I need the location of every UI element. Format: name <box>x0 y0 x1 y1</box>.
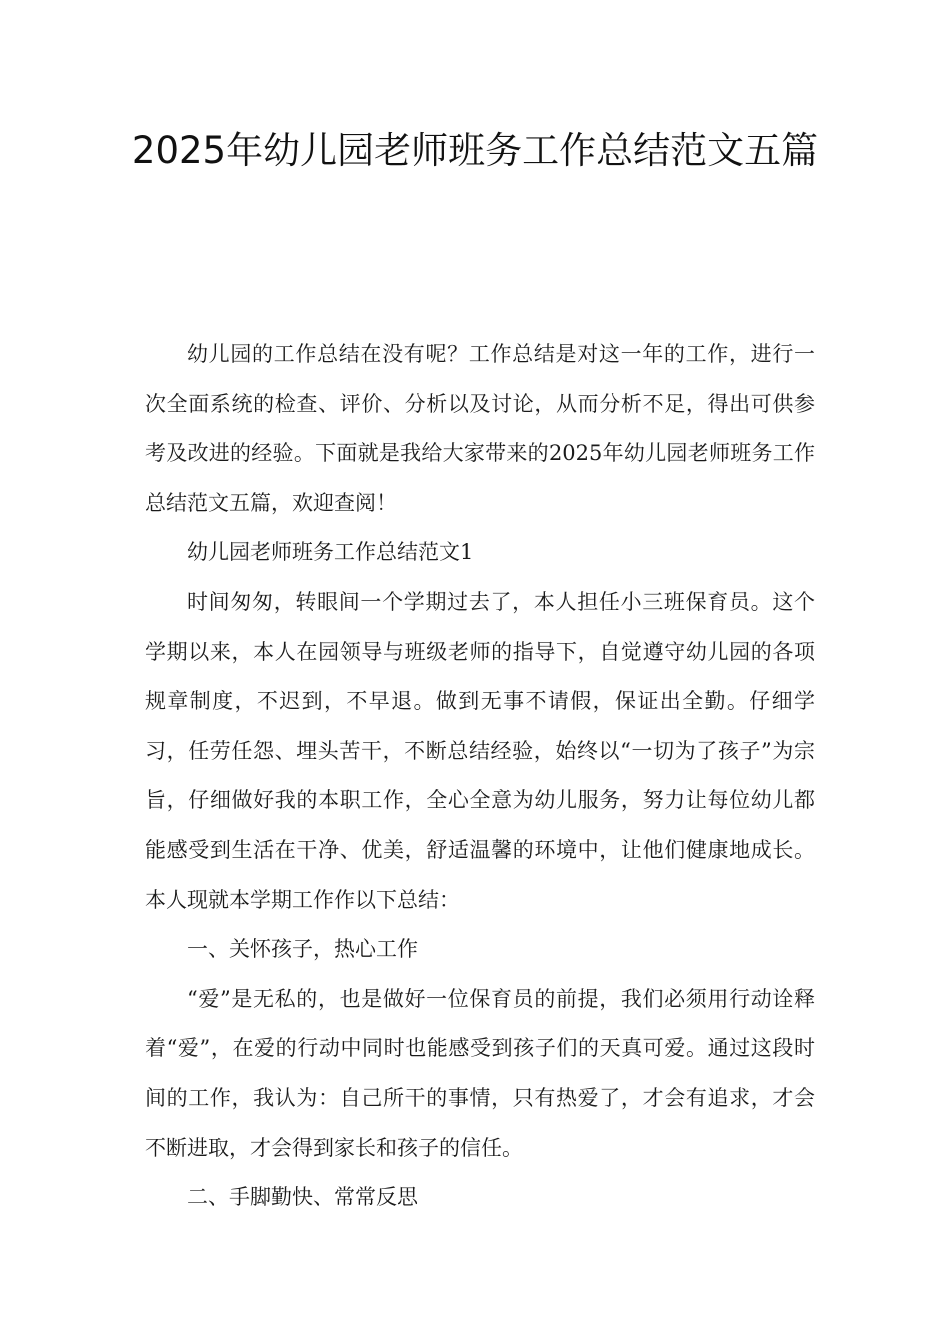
subheading-2: 二、手脚勤快、常常反思 <box>187 1185 418 1210</box>
intro-paragraph: 幼儿园的工作总结在没有呢？工作总结是对这一年的工作，进行一次全面系统的检查、评价、分析以及讨论，从而分析不足，得出可供参考及改进的经验。下面就是我给大家带来的2025年幼儿园老师班务工作总结范文五篇，欢迎查阅！ <box>145 342 815 515</box>
document-title: 2025年幼儿园老师班务工作总结范文五篇 <box>131 129 819 172</box>
section-heading-essay-1: 幼儿园老师班务工作总结范文1 <box>187 540 474 565</box>
subheading-1: 一、关怀孩子，热心工作 <box>187 937 418 962</box>
love-paragraph: “爱”是无私的，也是做好一位保育员的前提，我们必须用行动诠释着“爱”，在爱的行动中同时也能感受到孩子们的天真可爱。通过这段时间的工作，我认为：自己所干的事情，只有热爱了，才会有追求，才会不断进取，才会得到家长和孩子的信任。 <box>145 986 815 1160</box>
essay-1-paragraph: 时间匆匆，转眼间一个学期过去了，本人担任小三班保育员。这个学期以来，本人在园领导与班级老师的指导下，自觉遵守幼儿园的各项规章制度，不迟到，不早退。做到无事不请假，保证出全勤。仔细学习，任劳任怨、埋头苦干，不断总结经验，始终以“一切为了孩子”为宗旨，仔细做好我的本职工作，全心全意为幼儿服务，努力让每位幼儿都能感受到生活在干净、优美，舒适温馨的环境中，让他们健康地成长。本人现就本学期工作作以下总结： <box>145 589 815 912</box>
document-body <box>145 330 815 1223</box>
